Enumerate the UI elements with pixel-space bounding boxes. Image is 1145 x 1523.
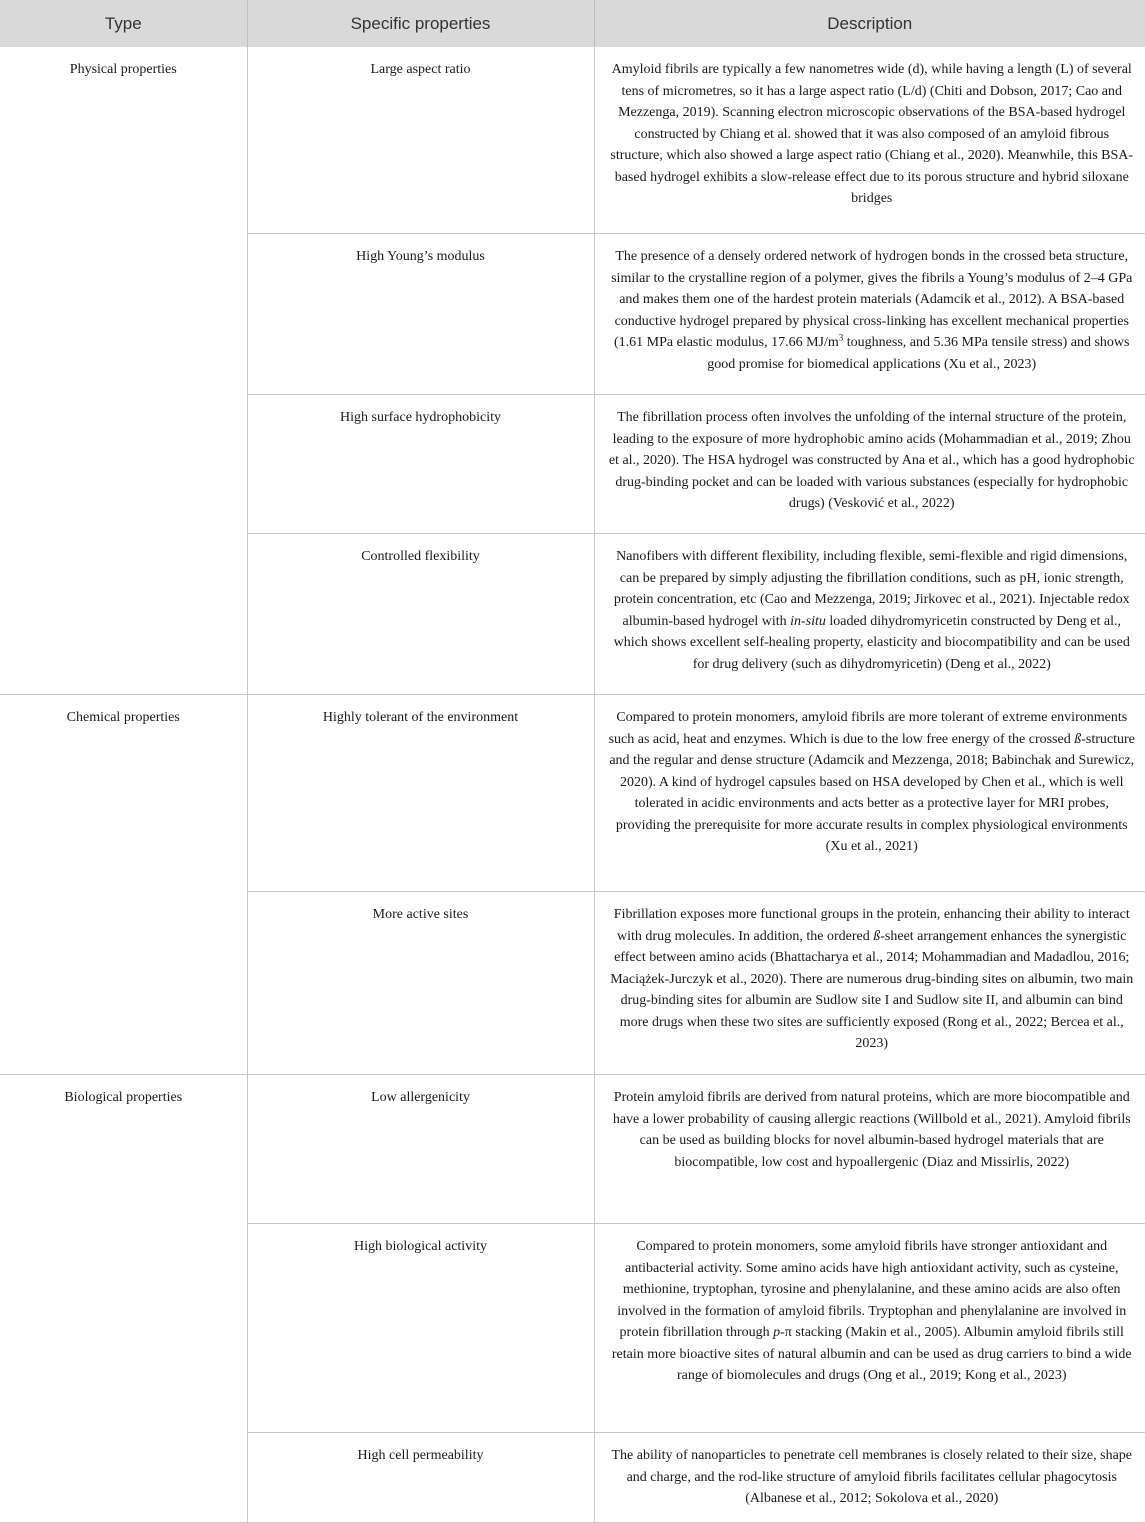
- property-cell: High surface hydrophobicity: [247, 395, 594, 534]
- description-text: -sheet arrangement enhances the synergistic effect between amino acids (Bhattacharya et al., 2014; Mohammadian and Madadlou, 2016; Maciążek-Jurczyk et al., 2020). There are numerous drug-binding sites on albumin, two main drug-binding sites for albumin are Sudlow site I and Sudlow site II, and albumin can bind more drugs when these two sites are sufficiently exposed (Rong et al., 2022; Bercea et al., 2023): [610, 928, 1134, 1051]
- property-cell: High Young’s modulus: [247, 234, 594, 395]
- italic-text: ß: [1074, 731, 1082, 747]
- description-cell: [594, 1224, 1145, 1433]
- header-type: Type: [0, 0, 247, 47]
- description-cell: The ability of nanoparticles to penetrate cell membranes is closely related to their size, shape and charge, and the rod-like structure of amyloid fibrils facilitates cellular phagocytosis (Albanese et al., 2012; Sokolova et al., 2020): [594, 1433, 1145, 1523]
- table-row: [0, 47, 1145, 234]
- description-text: loaded dihydromyricetin constructed by Deng et al., which shows excellent self-healing property, elasticity and biocompatibility and can be used for drug delivery (such as dihydromyricetin) (Deng et al., 2022): [613, 613, 1130, 672]
- description-text: -π stacking (Makin et al., 2005). Albumin amyloid fibrils still retain more bioactive sites of natural albumin and can be used as drug carriers to bind a wide range of biomolecules and drugs (Ong et al., 2019; Kong et al., 2023): [611, 1325, 1132, 1383]
- table-row: [0, 695, 1145, 892]
- description-text: -structure and the regular and dense structure (Adamcik and Mezzenga, 2018; Babinchak and Surewicz, 2020). A kind of hydrogel capsules based on HSA developed by Chen et al., which is well tolerated in acidic environments and acts better as a protective layer for MRI probes, providing the prerequisite for more accurate results in complex physiological environments (Xu et al., 2021): [609, 731, 1135, 854]
- description-cell: Amyloid fibrils are typically a few nanometres wide (d), while having a length (L) of several tens of micrometres, so it has a large aspect ratio (L/d) (Chiti and Dobson, 2017; Cao and Mezzenga, 2019). Scanning electron microscopic observations of the BSA-based hydrogel constructed by Chiang et al. showed that it was also composed of an amyloid fibrous structure, which also showed a large aspect ratio (Chiang et al., 2020). Meanwhile, this BSA-based hydrogel exhibits a slow-release effect due to its porous structure and hybrid siloxane bridges: [594, 47, 1145, 234]
- table-row: [0, 1075, 1145, 1224]
- description-cell: [594, 695, 1145, 892]
- property-cell: High cell permeability: [247, 1433, 594, 1523]
- type-cell-physical: Physical properties: [0, 47, 247, 695]
- italic-text: ß: [873, 928, 881, 944]
- description-cell: [594, 892, 1145, 1075]
- property-cell: Low allergenicity: [247, 1075, 594, 1224]
- property-cell: High biological activity: [247, 1224, 594, 1433]
- property-cell: Highly tolerant of the environment: [247, 695, 594, 892]
- italic-text: p: [773, 1325, 781, 1340]
- description-text: Nanofibers with different flexibility, including flexible, semi-flexible and rigid dimensions, can be prepared by simply adjusting the fibrillation conditions, such as pH, ionic strength, protein concentration, etc (Cao and Mezzenga, 2019; Jirkovec et al., 2021). Injectable redox albumin-based hydrogel with: [613, 549, 1130, 629]
- italic-text: in-situ: [790, 613, 826, 629]
- type-cell-biological: Biological properties: [0, 1075, 247, 1523]
- type-cell-chemical: Chemical properties: [0, 695, 247, 1075]
- property-cell: Controlled flexibility: [247, 534, 594, 695]
- description-cell: [594, 234, 1145, 395]
- superscript-text: 3: [838, 332, 844, 343]
- description-cell: Protein amyloid fibrils are derived from natural proteins, which are more biocompatible and have a lower probability of causing allergic reactions (Willbold et al., 2021). Amyloid fibrils can be used as building blocks for novel albumin-based hydrogel materials that are biocompatible, low cost and hypoallergenic (Diaz and Missirlis, 2022): [594, 1075, 1145, 1224]
- description-text: The presence of a densely ordered network of hydrogen bonds in the crossed beta structure, similar to the crystalline region of a polymer, gives the fibrils a Young’s modulus of 2–4 GPa and makes them one of the hardest protein materials (Adamcik et al., 2012). A BSA-based conductive hydrogel prepared by physical cross-linking has excellent mechanical properties (1.61 MPa elastic modulus, 17.66 MJ/m: [611, 249, 1133, 350]
- description-cell: [594, 534, 1145, 695]
- description-text: Compared to protein monomers, amyloid fibrils are more tolerant of extreme environments such as acid, heat and enzymes. Which is due to the low free energy of the crossed: [608, 710, 1128, 747]
- property-cell: More active sites: [247, 892, 594, 1075]
- description-cell: The fibrillation process often involves the unfolding of the internal structure of the protein, leading to the exposure of more hydrophobic amino acids (Mohammadian et al., 2019; Zhou et al., 2020). The HSA hydrogel was constructed by Ana et al., which has a good hydrophobic drug-binding pocket and can be loaded with various substances (especially for hydrophobic drugs) (Vesković et al., 2022): [594, 395, 1145, 534]
- header-specific-properties: Specific properties: [247, 0, 594, 47]
- table-header: [0, 0, 1145, 47]
- description-text: toughness, and 5.36 MPa tensile stress) and shows good promise for biomedical applications (Xu et al., 2023): [707, 335, 1130, 372]
- description-text: Compared to protein monomers, some amyloid fibrils have stronger antioxidant and antibacterial activity. Some amino acids have high antioxidant activity, such as cysteine, methionine, tryptophan, tyrosine and phenylalanine, and these amino acids are also often involved in the formation of amyloid fibrils. Tryptophan and phenylalanine are involved in protein fibrillation through: [617, 1239, 1127, 1340]
- header-description: Description: [594, 0, 1145, 47]
- property-cell: Large aspect ratio: [247, 47, 594, 234]
- description-text: Fibrillation exposes more functional groups in the protein, enhancing their ability to interact with drug molecules. In addition, the ordered: [613, 907, 1130, 944]
